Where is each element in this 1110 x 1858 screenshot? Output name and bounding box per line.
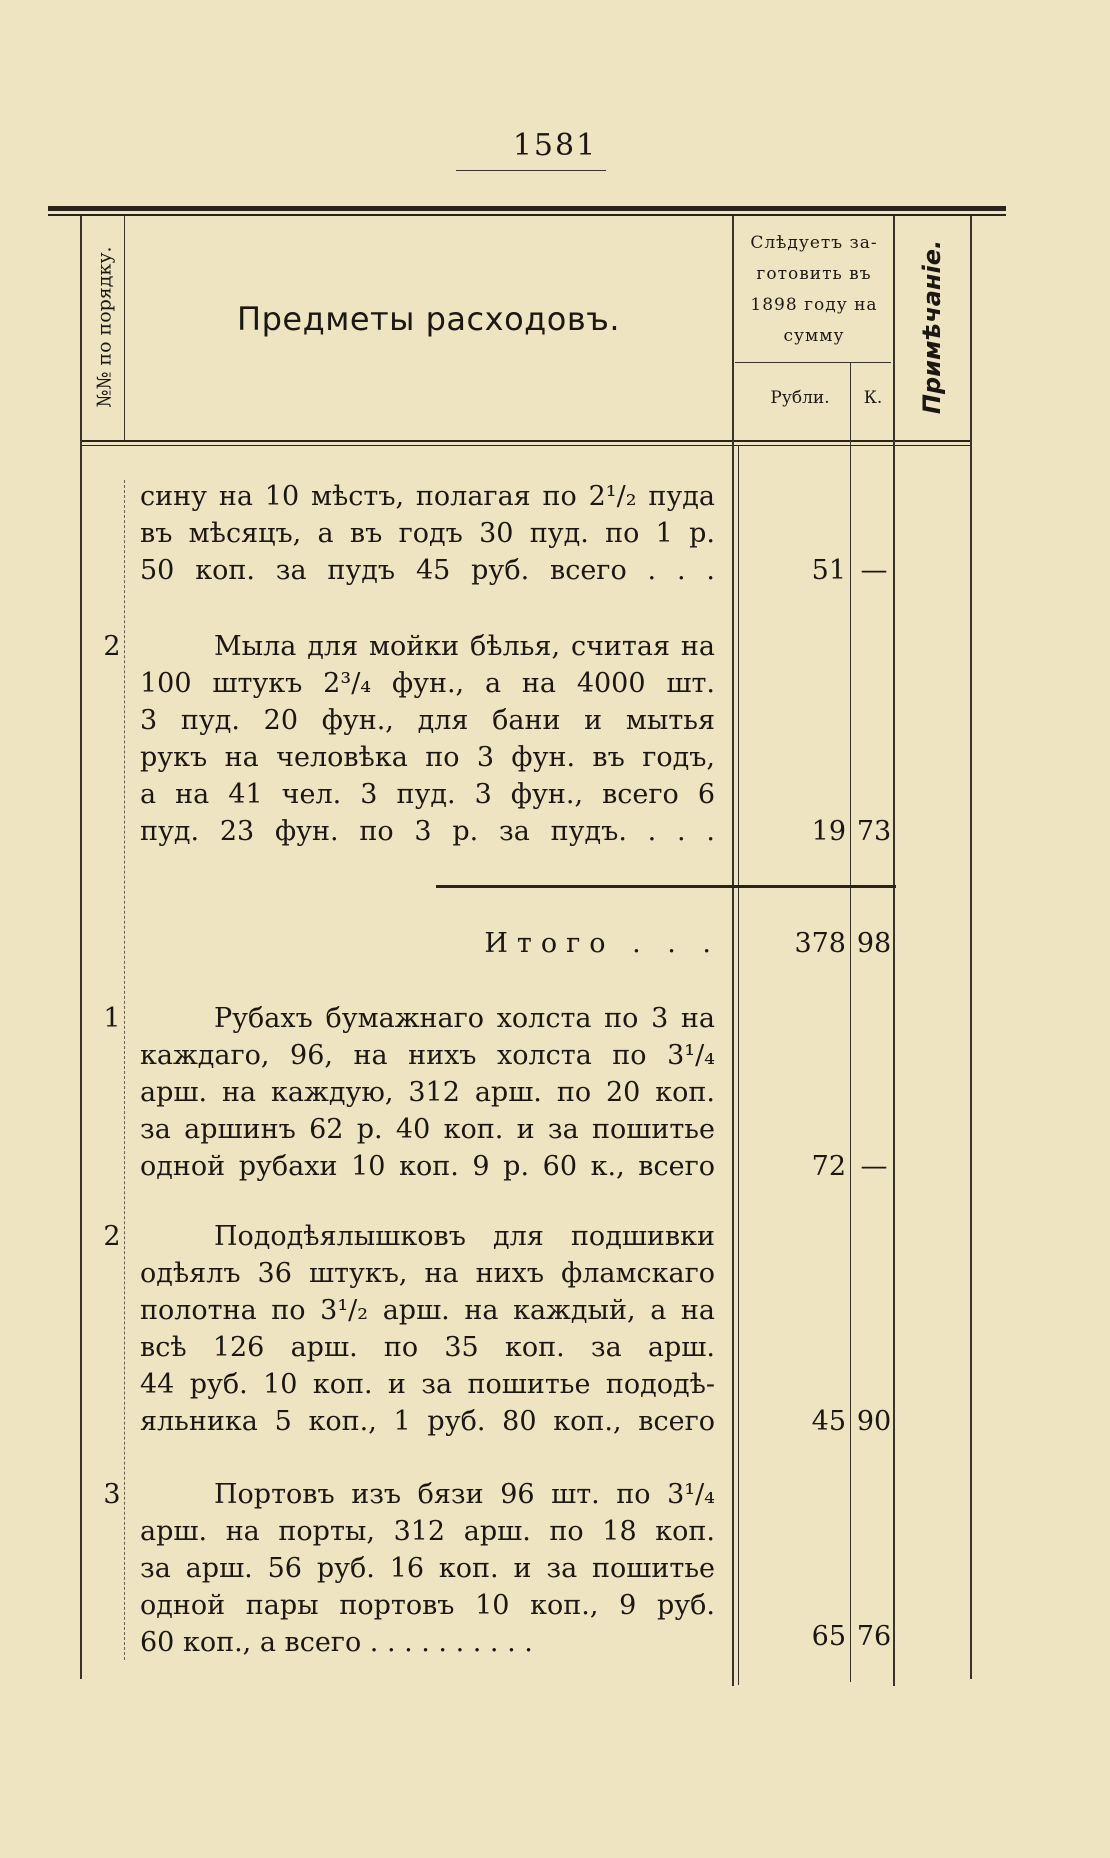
entry-text-line: пуд. 23 фун. по 3 р. за пудъ. . . . — [140, 816, 715, 847]
column-divider-num-body — [124, 480, 126, 1660]
total-rubles: 378 — [794, 928, 846, 959]
total-kopecks: 98 — [856, 928, 892, 959]
header-sum-line: Слѣдуетъ за- — [750, 233, 878, 253]
header-bottom-rule — [80, 440, 970, 442]
table-top-rule-thin — [48, 214, 1006, 216]
entry-text-line: одной пары портовъ 10 коп., 9 руб. — [140, 1590, 715, 1621]
total-label: Итого . . . — [484, 928, 720, 959]
entry-text-line: арш. на каждую, 312 арш. по 20 коп. — [140, 1077, 715, 1108]
entry-text-line: Рубахъ бумажнаго холста по 3 на — [214, 1003, 715, 1034]
header-note-label: Примѣчаніе. — [918, 239, 947, 415]
entry-kopecks: — — [860, 1151, 888, 1182]
header-items-label: Предметы расходовъ. — [237, 300, 620, 338]
page-number-rule — [456, 170, 606, 171]
column-divider-kop — [850, 362, 851, 1682]
entry-text-line: за аршинъ 62 р. 40 коп. и за пошитье — [140, 1114, 715, 1145]
entry-text-line: 100 штукъ 2³/₄ фун., а на 4000 шт. — [140, 668, 715, 699]
table-top-rule — [48, 206, 1006, 211]
entry-text-line: сину на 10 мѣстъ, полагая по 2¹/₂ пуда — [140, 481, 715, 512]
header-number-label: №№ по порядку. — [94, 246, 116, 408]
entry-rubles: 51 — [811, 555, 846, 586]
column-divider-sum — [732, 216, 734, 1686]
column-divider-note — [893, 216, 895, 1686]
header-number-column — [86, 222, 124, 432]
total-rule — [436, 885, 896, 888]
entry-text-line: 44 руб. 10 коп. и за пошитье пододѣ- — [140, 1369, 715, 1400]
entry-text-line: всѣ 126 арш. по 35 коп. за арш. — [140, 1332, 715, 1363]
entry-text-line: 60 коп., а всего . . . . . . . . . . — [140, 1627, 533, 1658]
entry-text-line: 3 пуд. 20 фун., для бани и мытья — [140, 705, 715, 736]
header-sum-line: сумму — [783, 326, 845, 346]
entry-kopecks: — — [860, 555, 888, 586]
entry-text-line: 50 коп. за пудъ 45 руб. всего . . . — [140, 555, 715, 586]
entry-rubles: 65 — [811, 1621, 846, 1652]
header-sum-line: готовить въ — [756, 264, 872, 284]
entry-rubles: 72 — [811, 1151, 846, 1182]
column-divider-sum-inner — [738, 445, 739, 1685]
entry-text-line: арш. на порты, 312 арш. по 18 коп. — [140, 1516, 715, 1547]
entry-rubles: 45 — [811, 1406, 846, 1437]
entry-text-line: рукъ на человѣка по 3 фун. въ годъ, — [140, 742, 715, 773]
entry-text-line: а на 41 чел. 3 пуд. 3 фун., всего 6 — [140, 779, 715, 810]
entry-text-line: яльника 5 коп., 1 руб. 80 коп., всего — [140, 1406, 715, 1437]
header-sum-line: 1898 году на — [750, 295, 878, 315]
entry-text-line: одной рубахи 10 коп. 9 р. 60 к., всего — [140, 1151, 715, 1182]
entry-kopecks: 90 — [856, 1406, 892, 1437]
header-sum-rule — [735, 362, 891, 363]
entry-text-line: полотна по 3¹/₂ арш. на каждый, а на — [140, 1295, 715, 1326]
entry-text-line: Портовъ изъ бязи 96 шт. по 3¹/₄ — [214, 1479, 715, 1510]
header-rubles-label: Рубли. — [770, 388, 830, 408]
entry-rubles: 19 — [811, 816, 846, 847]
column-divider-num — [124, 216, 125, 440]
entry-number: 2 — [103, 1221, 121, 1252]
entry-text-line: Мыла для мойки бѣлья, считая на — [214, 631, 715, 662]
entry-number: 2 — [103, 631, 121, 662]
column-divider-left — [80, 216, 82, 1679]
entry-text-line: въ мѣсяцъ, а въ годъ 30 пуд. по 1 р. — [140, 518, 715, 549]
entry-number: 3 — [103, 1479, 121, 1510]
entry-kopecks: 76 — [856, 1621, 892, 1652]
header-note-column — [897, 222, 967, 432]
header-kopecks-label: К. — [863, 388, 883, 408]
entry-number: 1 — [103, 1003, 121, 1034]
entry-text-line: каждаго, 96, на нихъ холста по 3¹/₄ — [140, 1040, 715, 1071]
entry-text-line: одѣялъ 36 штукъ, на нихъ фламскаго — [140, 1258, 715, 1289]
column-divider-right — [970, 216, 972, 1679]
entry-kopecks: 73 — [856, 816, 892, 847]
entry-text-line: за арш. 56 руб. 16 коп. и за пошитье — [140, 1553, 715, 1584]
header-sum-label — [735, 228, 893, 352]
page-number: 1581 — [512, 128, 598, 163]
entry-text-line: Пододѣялышковъ для подшивки — [214, 1221, 715, 1252]
header-bottom-rule-thin — [80, 445, 970, 446]
